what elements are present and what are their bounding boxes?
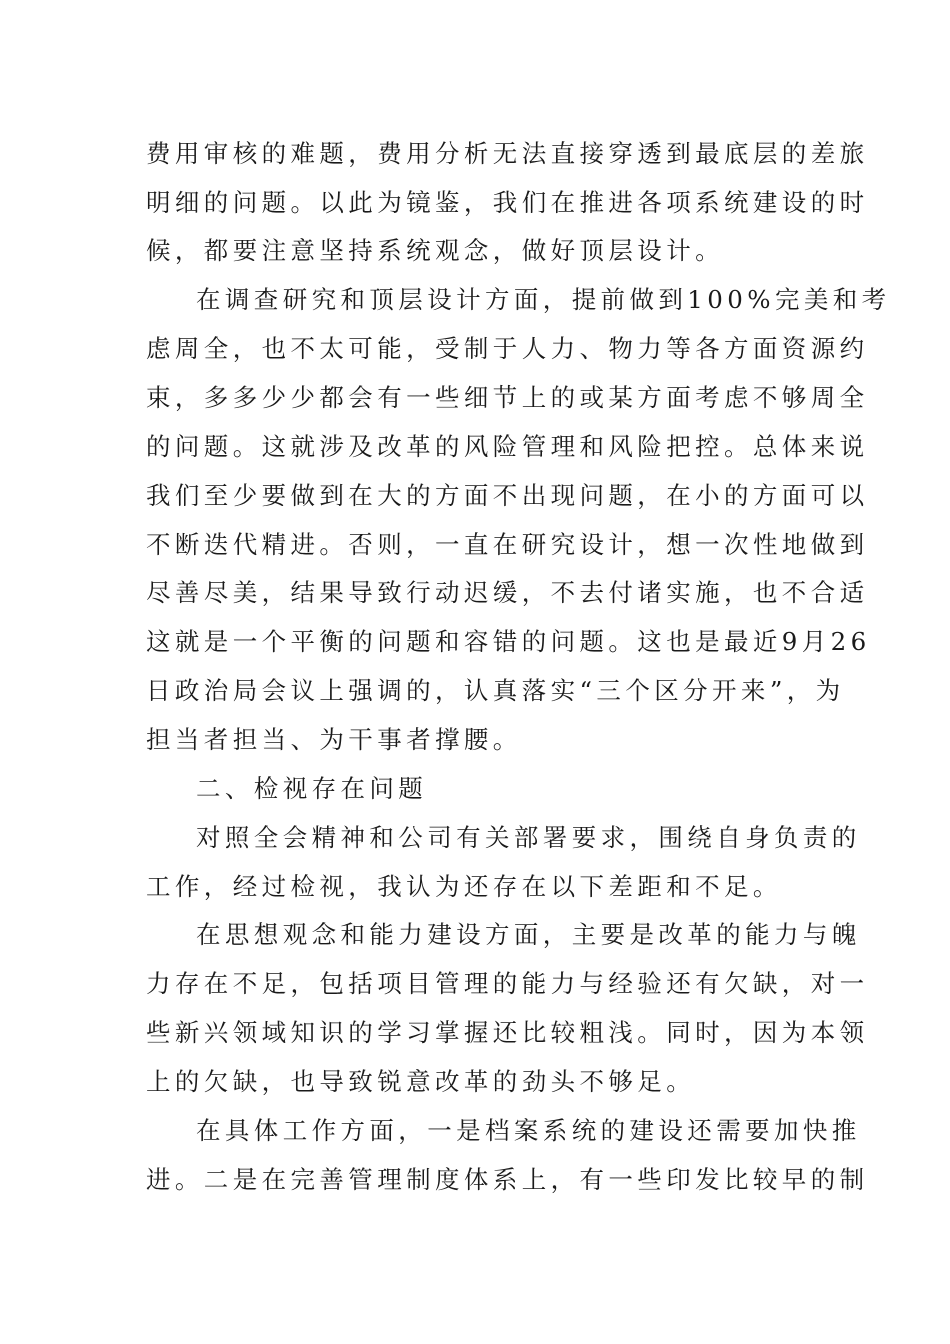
text-line: 的问题。这就涉及改革的风险管理和风险把控。总体来说: [146, 432, 869, 461]
text-line: 明细的问题。以此为镜鉴，我们在推进各项系统建设的时: [146, 188, 869, 217]
text-line: 些新兴领域知识的学习掌握还比较粗浅。同时，因为本领: [146, 1018, 869, 1047]
text-line: 工作，经过检视，我认为还存在以下差距和不足。: [146, 872, 782, 901]
text-line: 力存在不足，包括项目管理的能力与经验还有欠缺，对一: [146, 969, 869, 998]
text-line: 虑周全，也不太可能，受制于人力、物力等各方面资源约: [146, 334, 869, 363]
text-line: 在调查研究和顶层设计方面，提前做到100%完美和考: [196, 285, 891, 314]
text-line: 费用审核的难题，费用分析无法直接穿透到最底层的差旅: [146, 139, 869, 168]
text-line: 我们至少要做到在大的方面不出现问题，在小的方面可以: [146, 481, 869, 510]
text-line: 候，都要注意坚持系统观念，做好顶层设计。: [146, 236, 724, 265]
text-line: 在思想观念和能力建设方面，主要是改革的能力与魄: [196, 920, 861, 949]
text-line: 对照全会精神和公司有关部署要求，围绕自身负责的: [196, 823, 861, 852]
text-line: 这就是一个平衡的问题和容错的问题。这也是最近9月26: [146, 627, 871, 656]
text-line: 在具体工作方面，一是档案系统的建设还需要加快推: [196, 1116, 861, 1145]
text-line: 日政治局会议上强调的，认真落实“三个区分开来”，为: [146, 676, 845, 705]
text-line: 上的欠缺，也导致锐意改革的劲头不够足。: [146, 1067, 696, 1096]
text-line: 尽善尽美，结果导致行动迟缓，不去付诸实施，也不合适: [146, 578, 869, 607]
text-line: 不断迭代精进。否则，一直在研究设计，想一次性地做到: [146, 530, 869, 559]
section-heading: 二、检视存在问题: [196, 774, 428, 803]
text-line: 束，多多少少都会有一些细节上的或某方面考虑不够周全: [146, 383, 869, 412]
text-line: 担当者担当、为干事者撑腰。: [146, 725, 522, 754]
text-line: 进。二是在完善管理制度体系上，有一些印发比较早的制: [146, 1165, 869, 1194]
